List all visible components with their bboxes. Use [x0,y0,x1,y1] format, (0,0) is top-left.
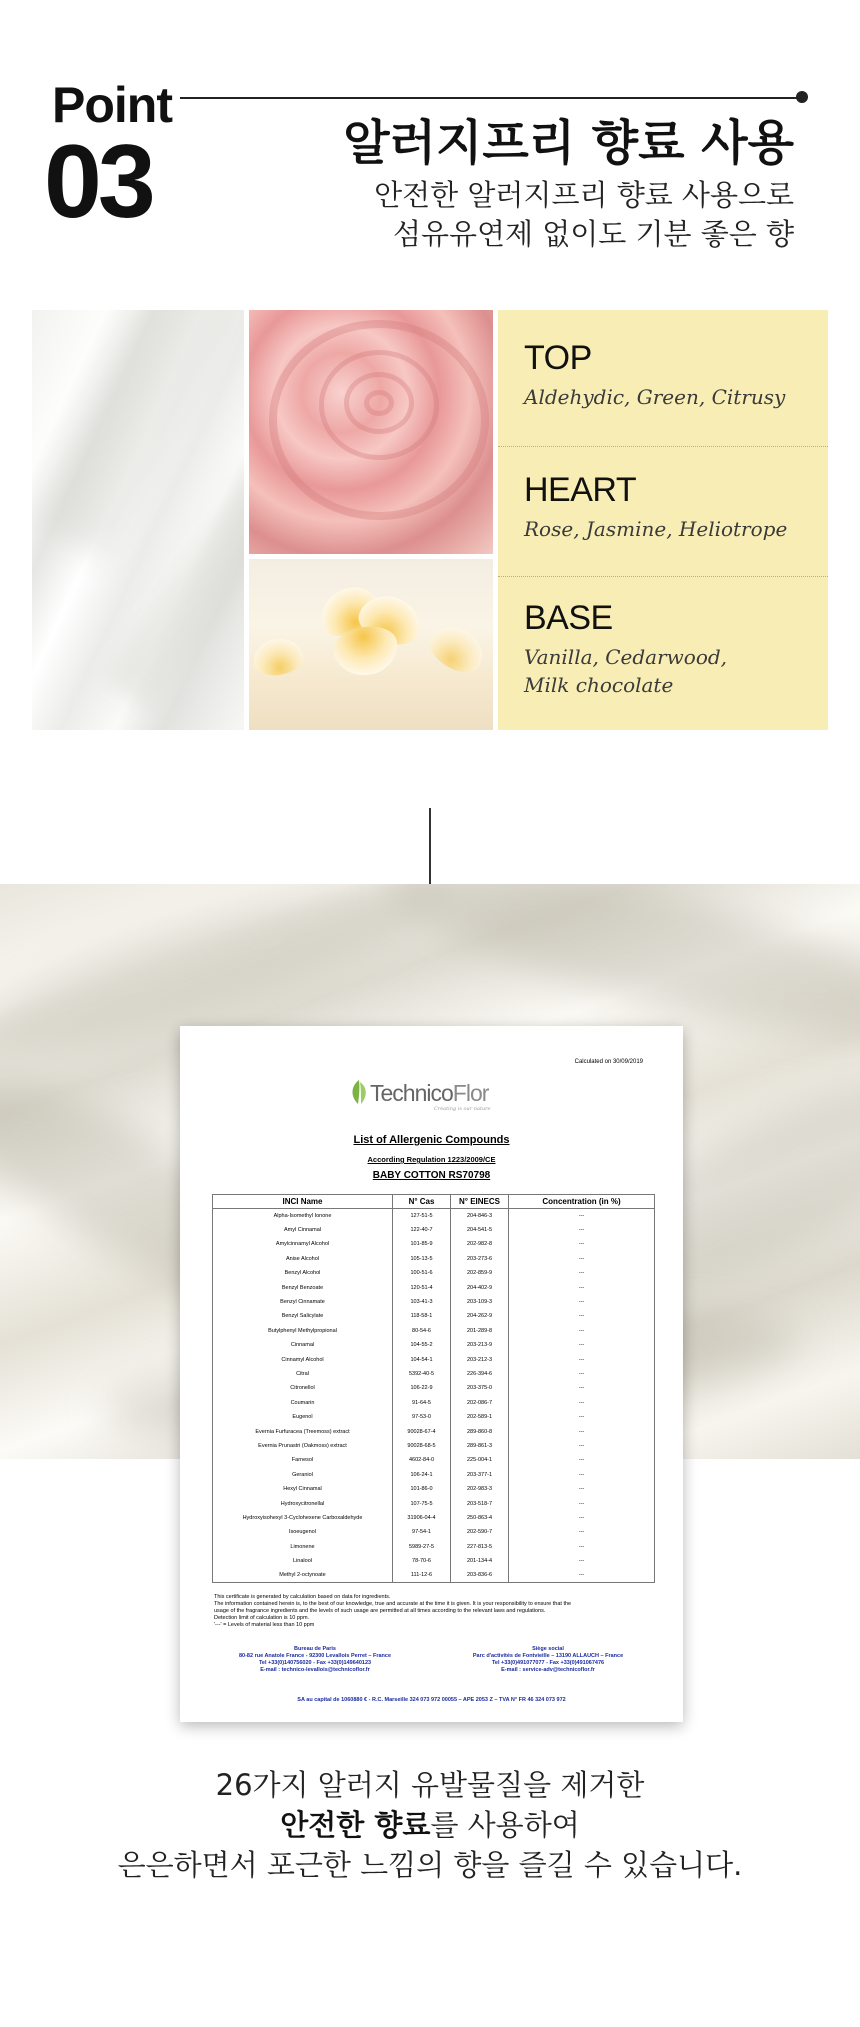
table-cell: --- [509,1539,655,1553]
allergen-certificate [180,1026,683,1722]
certificate-regulation: According Regulation 1223/2009/CE [367,1155,496,1164]
logo-main: Technico [370,1080,453,1106]
table-cell: 100-51-6 [393,1266,451,1280]
table-cell: 103-41-3 [393,1295,451,1309]
caption-line: 은은하면서 포근한 느낌의 향을 즐길 수 있습니다. [117,1848,743,1883]
table-row [213,1439,655,1453]
table-cell: 204-402-9 [451,1280,509,1294]
table-cell: --- [509,1568,655,1582]
table-cell: Eugenol [213,1410,393,1424]
note-name: TOP [524,339,592,377]
subtitle-line: 안전한 알러지프리 향료 사용으로 [374,178,794,212]
note-description-line: Milk chocolate [524,673,674,698]
table-cell: 203-836-6 [451,1568,509,1582]
table-cell: 97-54-1 [393,1525,451,1539]
table-cell: --- [509,1424,655,1438]
note-base [498,600,828,699]
table-row [213,1453,655,1467]
table-cell: --- [509,1396,655,1410]
note-divider [498,446,828,447]
column-header: N° EINECS [451,1195,509,1209]
table-cell: 91-64-5 [393,1396,451,1410]
table-cell: --- [509,1381,655,1395]
table-row [213,1295,655,1309]
note-line: The information contained herein is, to the best of our knowledge, true and accurate at the time it is given. It is your responsibility to ensure that the [214,1600,572,1607]
table-cell: --- [509,1352,655,1366]
table-cell: --- [509,1439,655,1453]
table-cell: 203-212-3 [451,1352,509,1366]
table-cell: Methyl 2-octynoate [213,1568,393,1582]
table-cell: 203-213-9 [451,1338,509,1352]
section-subtitle [374,176,794,254]
table-row [213,1482,655,1496]
table-cell: 227-813-5 [451,1539,509,1553]
column-header: INCI Name [213,1195,393,1209]
table-cell: --- [509,1511,655,1525]
footer-line: 80-82 rue Anatole France - 92300 Levallois Perret – France [238,1653,392,1660]
table-row [213,1223,655,1237]
table-cell: 289-861-3 [451,1439,509,1453]
note-line: usage of the fragrance ingredients and the levels of such usage are permitted at all times according to the relevant laws and regulations. [214,1607,546,1614]
table-cell: Alpha-Isomethyl Ionone [213,1209,393,1223]
frangipani-photo [249,559,493,730]
table-row [213,1266,655,1280]
table-cell: 101-85-9 [393,1237,451,1251]
logo-tagline: Creating is our nature [434,1106,491,1112]
column-header: Concentration (in %) [509,1195,655,1209]
point-number: 03 [44,124,152,240]
table-cell: Linalool [213,1554,393,1568]
table-cell: 203-273-6 [451,1252,509,1266]
table-cell: --- [509,1223,655,1237]
table-cell: 202-859-9 [451,1266,509,1280]
table-cell: 204-262-9 [451,1309,509,1323]
table-cell: --- [509,1280,655,1294]
table-row [213,1252,655,1266]
table-cell: --- [509,1266,655,1280]
table-cell: 106-22-9 [393,1381,451,1395]
table-row [213,1511,655,1525]
table-cell: 226-394-6 [451,1367,509,1381]
subtitle-line: 섬유유연제 없이도 기분 좋은 향 [392,217,794,252]
footer-line: Parc d'activités de Fontvieille – 13190 ALLAUCH – France [472,1653,624,1660]
table-cell: Evernia Furfuracea (Treemoss) extract [213,1424,393,1438]
note-line: '---' = Levels of material less than 10 ppm [214,1621,315,1628]
footer-line: Tel +33(0)491077077 - Fax +33(0)491067476 [491,1660,605,1667]
logo-wordmark [370,1082,488,1105]
paris-office [210,1646,420,1675]
footer-line: E-mail : service-adv@technicoflor.fr [501,1667,595,1674]
note-top [498,340,828,411]
table-cell: 201-134-4 [451,1554,509,1568]
product-name: BABY COTTON RS70798 [372,1170,491,1181]
note-description: Aldehydic, Green, Citrusy [524,385,786,410]
table-row [213,1539,655,1553]
table-cell: --- [509,1252,655,1266]
caption-line [0,1805,860,1845]
table-cell: 204-541-5 [451,1223,509,1237]
table-cell: --- [509,1237,655,1251]
table-cell: Geraniol [213,1468,393,1482]
section-title: 알러지프리 향료 사용 [343,115,794,171]
note-line: This certificate is generated by calculation based on data for ingredients. [214,1594,391,1600]
table-cell: 31906-04-4 [393,1511,451,1525]
table-cell: 289-860-8 [451,1424,509,1438]
table-cell: 78-70-6 [393,1554,451,1568]
table-cell: 120-51-4 [393,1280,451,1294]
footer-line: Tel +33(0)140756020 - Fax +33(0)149640123 [258,1660,372,1667]
footer-line: E-mail : technico-levallois@technicoflor.fr [260,1667,370,1674]
table-cell: 250-863-4 [451,1511,509,1525]
table-cell: --- [509,1209,655,1223]
table-cell: 202-086-7 [451,1396,509,1410]
table-cell: Butylphenyl Methylpropional [213,1324,393,1338]
allergen-table [212,1194,655,1583]
bottom-caption [0,1765,860,1885]
table-cell: Evernia Prunastri (Oakmoss) extract [213,1439,393,1453]
table-cell: Hydroxyisohexyl 3-Cyclohexene Carboxaldehyde [213,1511,393,1525]
table-cell: 111-12-6 [393,1568,451,1582]
table-cell: 202-983-3 [451,1482,509,1496]
table-cell: 105-13-5 [393,1252,451,1266]
caption-line: 26가지 알러지 유발물질을 제거한 [215,1768,645,1802]
table-row [213,1324,655,1338]
note-heart [498,472,828,543]
table-cell: Hexyl Cinnamal [213,1482,393,1496]
footer-line: Siège social [532,1646,564,1652]
table-cell: 90028-68-5 [393,1439,451,1453]
header-rule-dot [796,91,808,103]
table-row [213,1280,655,1294]
column-header: N° Cas [393,1195,451,1209]
table-row [213,1309,655,1323]
table-cell: Benzyl Benzoate [213,1280,393,1294]
table-cell: 104-55-2 [393,1338,451,1352]
table-cell: 5392-40-5 [393,1367,451,1381]
fragrance-notes-panel [32,310,828,730]
note-name: BASE [524,599,613,637]
table-cell: 203-518-7 [451,1496,509,1510]
table-cell: Anise Alcohol [213,1252,393,1266]
table-cell: --- [509,1410,655,1424]
table-row [213,1496,655,1510]
table-cell: Farnesol [213,1453,393,1467]
table-cell: 107-75-5 [393,1496,451,1510]
table-row [213,1381,655,1395]
table-cell: 118-58-1 [393,1309,451,1323]
note-name: HEART [524,471,637,509]
fabric-photo [32,310,244,730]
table-row [213,1237,655,1251]
table-cell: 225-004-1 [451,1453,509,1467]
table-cell: --- [509,1525,655,1539]
table-row [213,1338,655,1352]
table-cell: 4602-84-0 [393,1453,451,1467]
table-row [213,1554,655,1568]
table-cell: --- [509,1367,655,1381]
table-cell: 203-375-0 [451,1381,509,1395]
table-cell: 97-53-0 [393,1410,451,1424]
company-legal: SA au capital de 1060880 € - R.C. Marseille 324 073 972 00055 – APE 2053 Z – TVA N° FR 46 324 073 972 [297,1697,566,1703]
table-cell: Citral [213,1367,393,1381]
table-cell: 201-289-8 [451,1324,509,1338]
table-cell: Hydroxycitronellal [213,1496,393,1510]
table-row [213,1396,655,1410]
table-row [213,1209,655,1223]
head-office [443,1646,653,1675]
notes-box [498,310,828,730]
table-cell: --- [509,1338,655,1352]
header-rule [180,97,802,99]
point-label: Point [52,77,172,133]
table-cell: --- [509,1295,655,1309]
table-cell: Benzyl Salicylate [213,1309,393,1323]
table-row [213,1367,655,1381]
table-cell: 204-846-3 [451,1209,509,1223]
table-cell: --- [509,1482,655,1496]
table-cell: --- [509,1496,655,1510]
table-row [213,1468,655,1482]
table-cell: 202-982-8 [451,1237,509,1251]
note-line: Detection limit of calculation is 10 ppm. [214,1614,310,1621]
technicoflor-logo [348,1076,528,1116]
table-row [213,1525,655,1539]
table-cell: Citronellol [213,1381,393,1395]
logo-accent: Flor [452,1080,489,1106]
table-cell: 203-109-3 [451,1295,509,1309]
table-cell: Limonene [213,1539,393,1553]
table-row [213,1568,655,1582]
certificate-notes [214,1594,654,1628]
table-cell: --- [509,1309,655,1323]
table-cell: 127-51-5 [393,1209,451,1223]
table-cell: Amyl Cinnamal [213,1223,393,1237]
table-cell: Amylcinnamyl Alcohol [213,1237,393,1251]
table-cell: 203-377-1 [451,1468,509,1482]
table-cell: Cinnamyl Alcohol [213,1352,393,1366]
caption-emphasis: 안전한 향료 [280,1808,431,1843]
table-cell: 5989-27-5 [393,1539,451,1553]
table-cell: --- [509,1554,655,1568]
note-description: Rose, Jasmine, Heliotrope [524,517,788,542]
table-row [213,1352,655,1366]
table-cell: --- [509,1468,655,1482]
calculated-date: Calculated on 30/09/2019 [574,1059,643,1065]
table-row [213,1424,655,1438]
rose-photo [249,310,493,554]
table-cell: Benzyl Alcohol [213,1266,393,1280]
table-cell: Isoeugenol [213,1525,393,1539]
table-cell: 202-589-1 [451,1410,509,1424]
caption-text: 를 사용하여 [430,1808,580,1843]
table-cell: 101-86-0 [393,1482,451,1496]
table-row [213,1410,655,1424]
table-cell: 122-40-7 [393,1223,451,1237]
leaf-icon [348,1078,370,1106]
table-cell: Coumarin [213,1396,393,1410]
table-cell: 202-590-7 [451,1525,509,1539]
table-cell: Benzyl Cinnamate [213,1295,393,1309]
table-cell: Cinnamal [213,1338,393,1352]
table-cell: --- [509,1324,655,1338]
certificate-title: List of Allergenic Compounds [353,1134,510,1146]
note-description-line: Vanilla, Cedarwood, [524,645,728,670]
table-cell: 104-54-1 [393,1352,451,1366]
table-cell: 90028-67-4 [393,1424,451,1438]
note-divider [498,576,828,577]
table-header-row [213,1195,655,1209]
footer-line: Bureau de Paris [294,1646,336,1652]
table-cell: --- [509,1453,655,1467]
note-description [524,643,828,699]
table-cell: 106-24-1 [393,1468,451,1482]
table-cell: 80-54-6 [393,1324,451,1338]
